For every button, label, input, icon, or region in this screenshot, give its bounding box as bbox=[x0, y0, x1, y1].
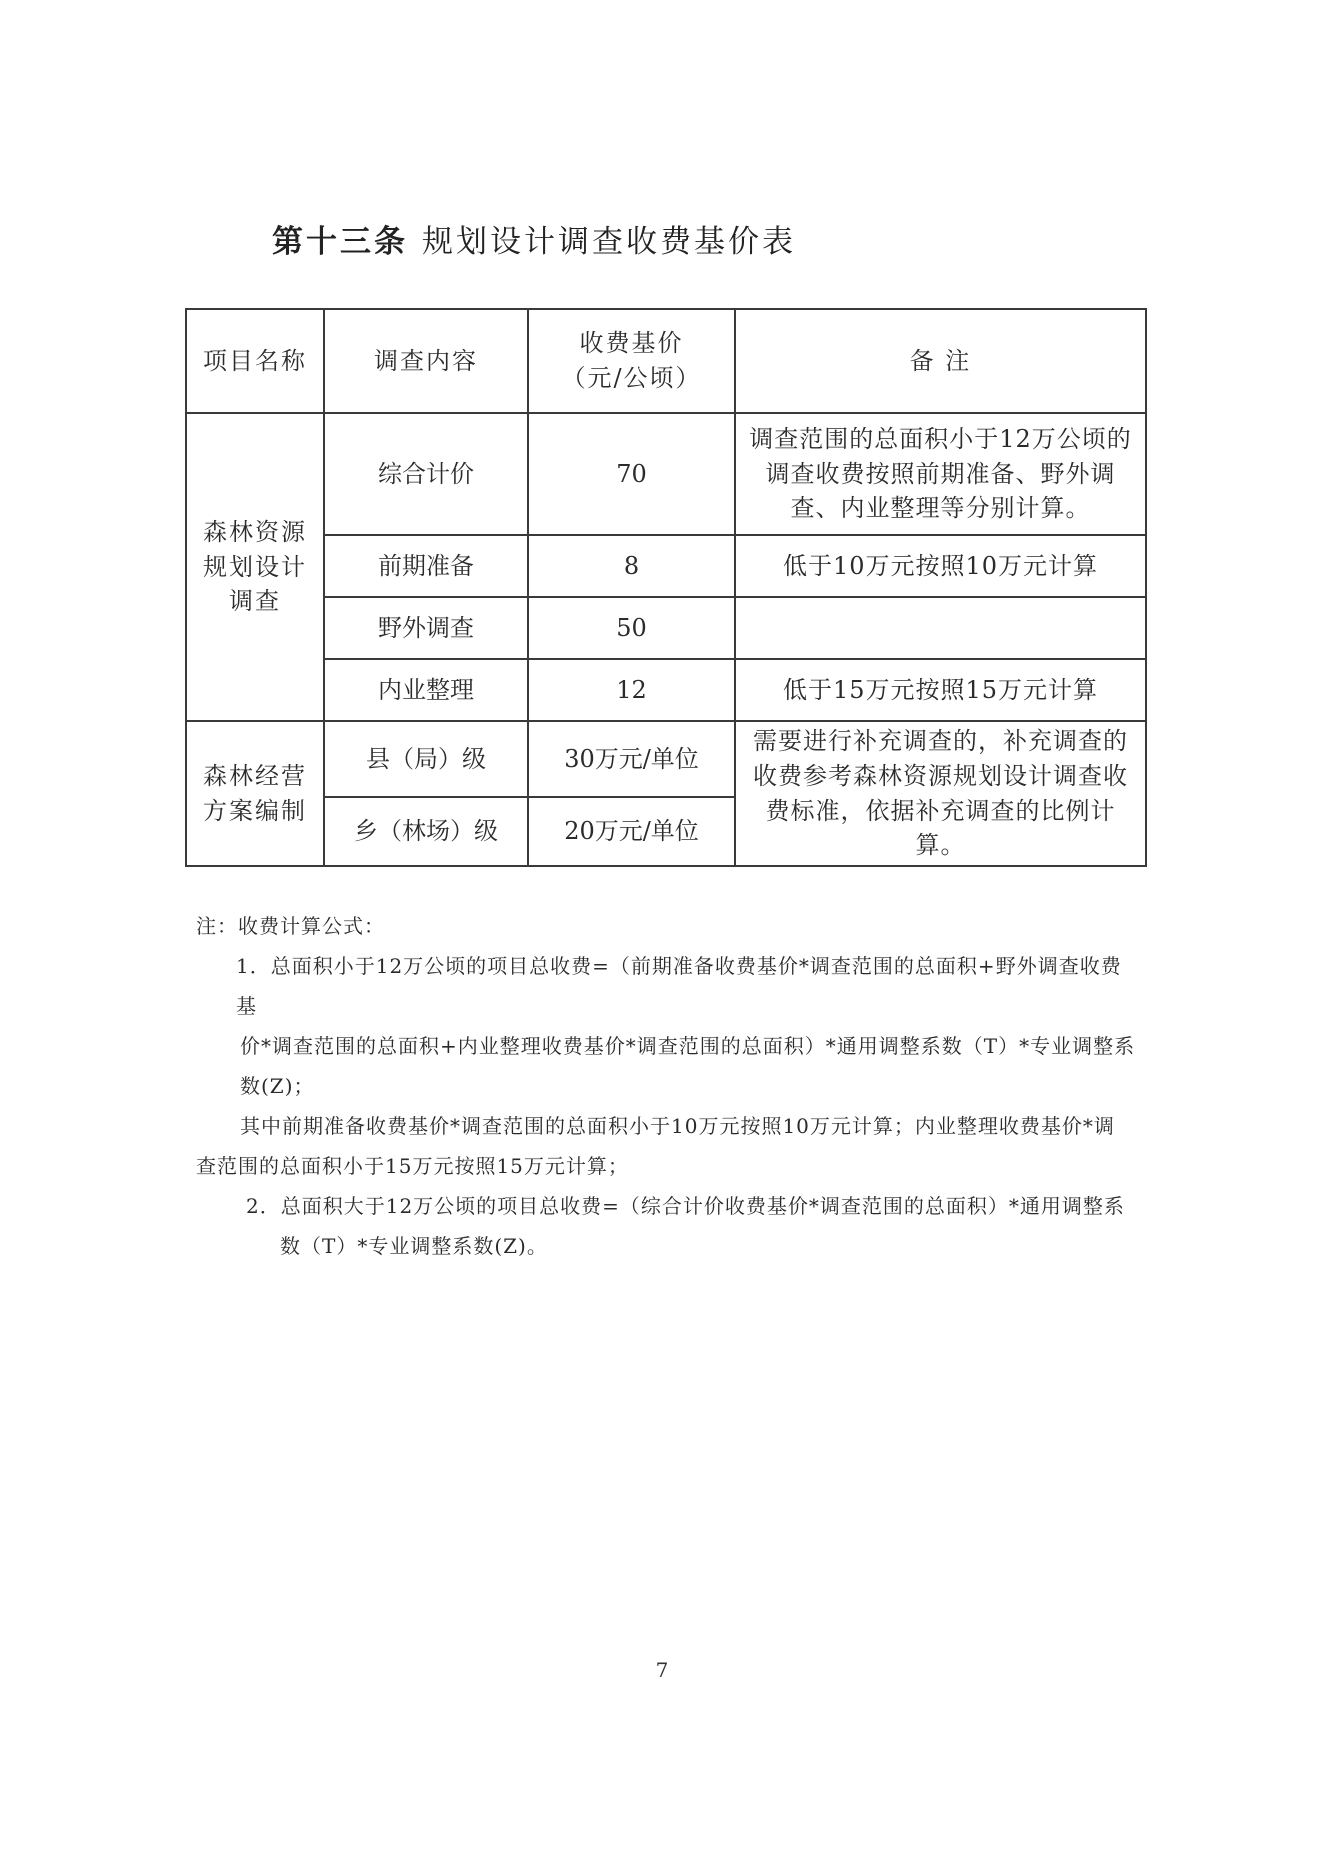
note-item-1-line: 价*调查范围的总面积+内业整理收费基价*调查范围的总面积）*通用调整系数（T）*专业调整系 bbox=[240, 1034, 1136, 1058]
table-row bbox=[186, 535, 1146, 597]
formula-notes bbox=[196, 906, 1136, 1266]
table-row bbox=[186, 721, 1146, 797]
note-item-2-line: 2．总面积大于12万公顷的项目总收费=（综合计价收费基价*调查范围的总面积）*通用调整系 bbox=[246, 1194, 1125, 1218]
page-number: 7 bbox=[655, 1658, 669, 1682]
row-price: 30万元/单位 bbox=[528, 721, 735, 797]
header-price bbox=[528, 309, 735, 413]
row-content: 内业整理 bbox=[324, 659, 528, 721]
group2-label-line: 森林经营 bbox=[203, 761, 307, 790]
group1-label bbox=[186, 413, 324, 721]
note-extra-line: 其中前期准备收费基价*调查范围的总面积小于10万元按照10万元计算；内业整理收费基价*调 bbox=[240, 1114, 1115, 1138]
table-row bbox=[186, 597, 1146, 659]
group1-label-line: 规划设计 bbox=[203, 552, 307, 581]
header-price-line1: 收费基价 bbox=[579, 329, 684, 358]
row-price: 20万元/单位 bbox=[528, 797, 735, 866]
article-name: 规划设计调查收费基价表 bbox=[422, 224, 796, 260]
row-content: 县（局）级 bbox=[324, 721, 528, 797]
header-content: 调查内容 bbox=[324, 309, 528, 413]
group2-label-line: 方案编制 bbox=[203, 796, 307, 825]
row-price: 8 bbox=[528, 535, 735, 597]
row-note bbox=[735, 597, 1146, 659]
notes-heading: 注：收费计算公式： bbox=[196, 914, 385, 938]
note-extra-line: 查范围的总面积小于15万元按照15万元计算； bbox=[196, 1154, 629, 1178]
header-note: 备 注 bbox=[735, 309, 1146, 413]
table-header-row bbox=[186, 309, 1146, 413]
row-note: 低于15万元按照15万元计算 bbox=[735, 659, 1146, 721]
row-content: 前期准备 bbox=[324, 535, 528, 597]
row-price: 70 bbox=[528, 413, 735, 535]
note-item-2-line: 数（T）*专业调整系数(Z)。 bbox=[280, 1234, 548, 1258]
header-name: 项目名称 bbox=[186, 309, 324, 413]
row-content: 乡（林场）级 bbox=[324, 797, 528, 866]
note-item-1-line: 数(Z)； bbox=[240, 1074, 315, 1098]
page-title bbox=[272, 216, 796, 261]
group1-label-line: 调查 bbox=[229, 587, 281, 616]
row-content: 野外调查 bbox=[324, 597, 528, 659]
row-price: 12 bbox=[528, 659, 735, 721]
group1-label-line: 森林资源 bbox=[203, 517, 307, 546]
fee-table bbox=[185, 308, 1147, 867]
row-note: 调查范围的总面积小于12万公顷的调查收费按照前期准备、野外调查、内业整理等分别计算。 bbox=[735, 413, 1146, 535]
row-note: 低于10万元按照10万元计算 bbox=[735, 535, 1146, 597]
table-row bbox=[186, 413, 1146, 535]
row-price: 50 bbox=[528, 597, 735, 659]
header-price-line2: （元/公顷） bbox=[561, 364, 702, 392]
group2-label bbox=[186, 721, 324, 866]
article-number: 第十三条 bbox=[272, 224, 408, 260]
note-item-1-line: 1．总面积小于12万公顷的项目总收费=（前期准备收费基价*调查范围的总面积+野外调查收费基 bbox=[236, 954, 1122, 1018]
row-content: 综合计价 bbox=[324, 413, 528, 535]
group2-note: 需要进行补充调查的，补充调查的收费参考森林资源规划设计调查收费标准，依据补充调查的比例计算。 bbox=[735, 721, 1146, 866]
table-row bbox=[186, 659, 1146, 721]
